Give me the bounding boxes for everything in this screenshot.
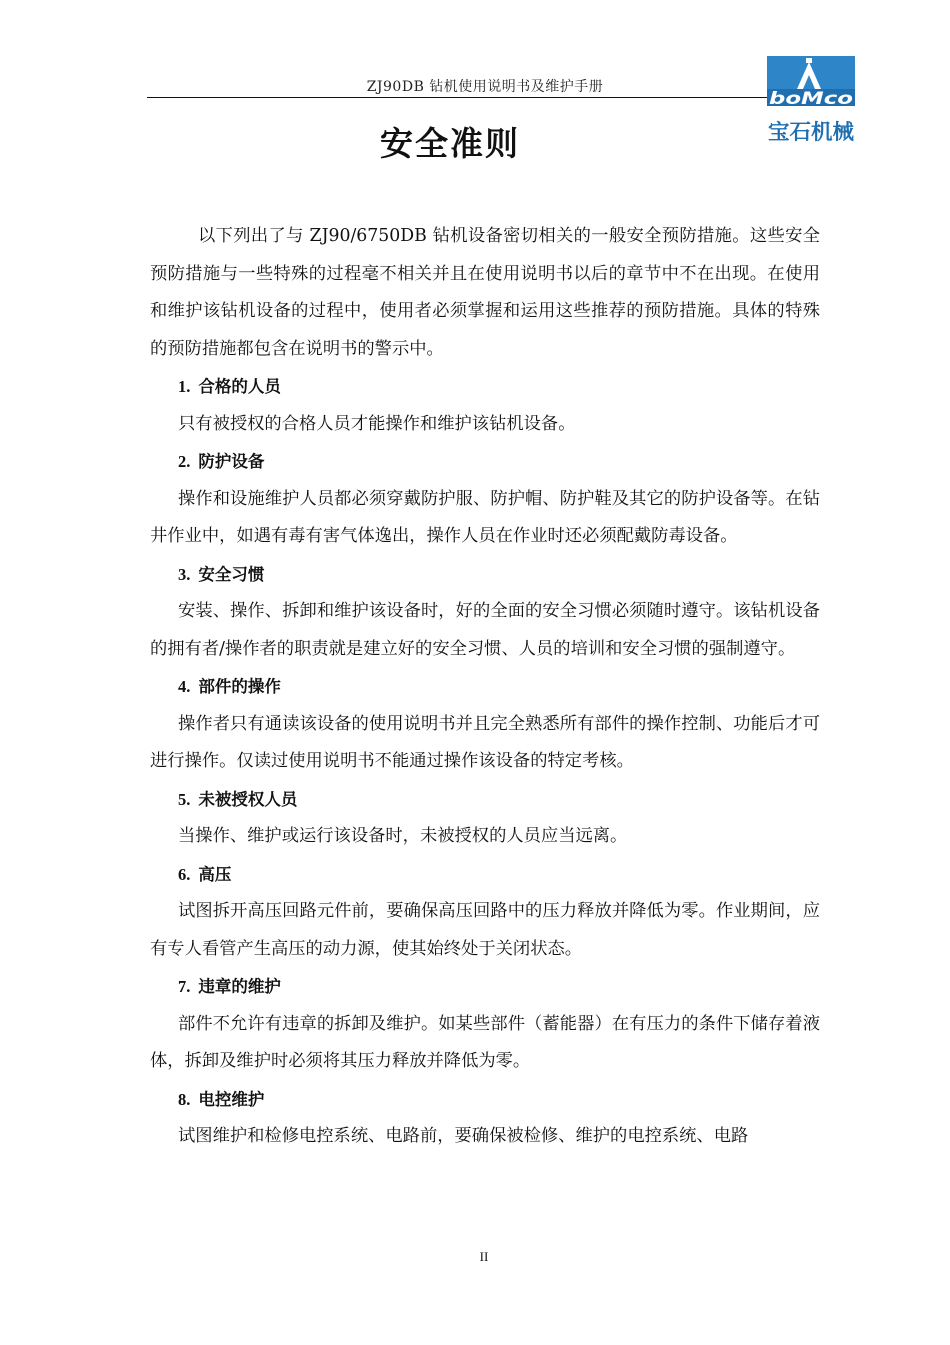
- section-text: 试图拆开高压回路元件前，要确保高压回路中的压力释放并降低为零。作业期间，应有专人看管产生高压的动力源，使其始终处于关闭状态。: [150, 901, 820, 959]
- section-title: 防护设备: [198, 452, 265, 471]
- section-number: 6.: [178, 864, 191, 884]
- section-number: 5.: [178, 789, 191, 809]
- section-text: 安装、操作、拆卸和维护该设备时，好的全面的安全习惯必须随时遵守。该钻机设备的拥有者/操作者的职责就是建立好的安全习惯、人员的培训和安全习惯的强制遵守。: [150, 601, 820, 659]
- header-rule: [147, 97, 770, 98]
- document-body: [150, 218, 820, 1156]
- section-title: 未被授权人员: [198, 789, 298, 809]
- logo-wordmark: boMco: [769, 89, 854, 109]
- section-number: 2.: [178, 452, 191, 471]
- logo-company-name: 宝石机械: [768, 120, 855, 144]
- sections-list: [150, 368, 820, 1156]
- section-heading: [150, 968, 820, 1006]
- section-text: 操作者只有通读该设备的使用说明书并且完全熟悉所有部件的操作控制、功能后才可进行操作。仅读过使用说明书不能通过操作该设备的特定考核。: [150, 713, 820, 771]
- section-title: 安全习惯: [198, 564, 265, 584]
- section-text: 部件不允许有违章的拆卸及维护。如某些部件（蓄能器）在有压力的条件下储存着液体，拆卸及维护时必须将其压力释放并降低为零。: [150, 1013, 820, 1071]
- page-number: II: [479, 1249, 489, 1264]
- section-number: 4.: [178, 677, 191, 696]
- page-title: 安全准则: [380, 124, 520, 163]
- section-title: 电控维护: [198, 1089, 265, 1109]
- section-heading: [150, 1081, 820, 1119]
- section-text: 只有被授权的合格人员才能操作和维护该钻机设备。: [178, 413, 576, 434]
- section-heading: [150, 443, 820, 481]
- section-number: 3.: [178, 564, 191, 584]
- running-header-title: ZJ90DB 钻机使用说明书及维护手册: [366, 79, 604, 95]
- section-heading: [150, 556, 820, 594]
- section-title: 高压: [198, 864, 232, 884]
- section-heading: [150, 668, 820, 706]
- section-text: 操作和设施维护人员都必须穿戴防护服、防护帽、防护鞋及其它的防护设备等。在钻井作业中，如遇有毒有害气体逸出，操作人员在作业时还必须配戴防毒设备。: [150, 488, 820, 546]
- intro-paragraph: 以下列出了与 ZJ90/6750DB 钻机设备密切相关的一般安全预防措施。这些安全预防措施与一些特殊的过程毫不相关并且在使用说明书以后的章节中不在出现。在使用和维护该钻机设备的过程中，使用者必须掌握和运用这些推荐的预防措施。具体的特殊的预防措施都包含在说明书的警示中。: [150, 226, 820, 359]
- section-number: 8.: [178, 1089, 191, 1109]
- section-heading: [150, 781, 820, 819]
- section-text: 当操作、维护或运行该设备时，未被授权的人员应当远离。: [178, 826, 628, 846]
- section-title: 合格的人员: [198, 377, 281, 396]
- section-number: 1.: [178, 377, 191, 396]
- section-number: 7.: [178, 977, 191, 996]
- section-heading: [150, 856, 820, 894]
- section-title: 违章的维护: [198, 977, 281, 996]
- section-text: 试图维护和检修电控系统、电路前，要确保被检修、维护的电控系统、电路: [178, 1126, 749, 1146]
- section-title: 部件的操作: [198, 677, 281, 696]
- section-heading: [150, 368, 820, 406]
